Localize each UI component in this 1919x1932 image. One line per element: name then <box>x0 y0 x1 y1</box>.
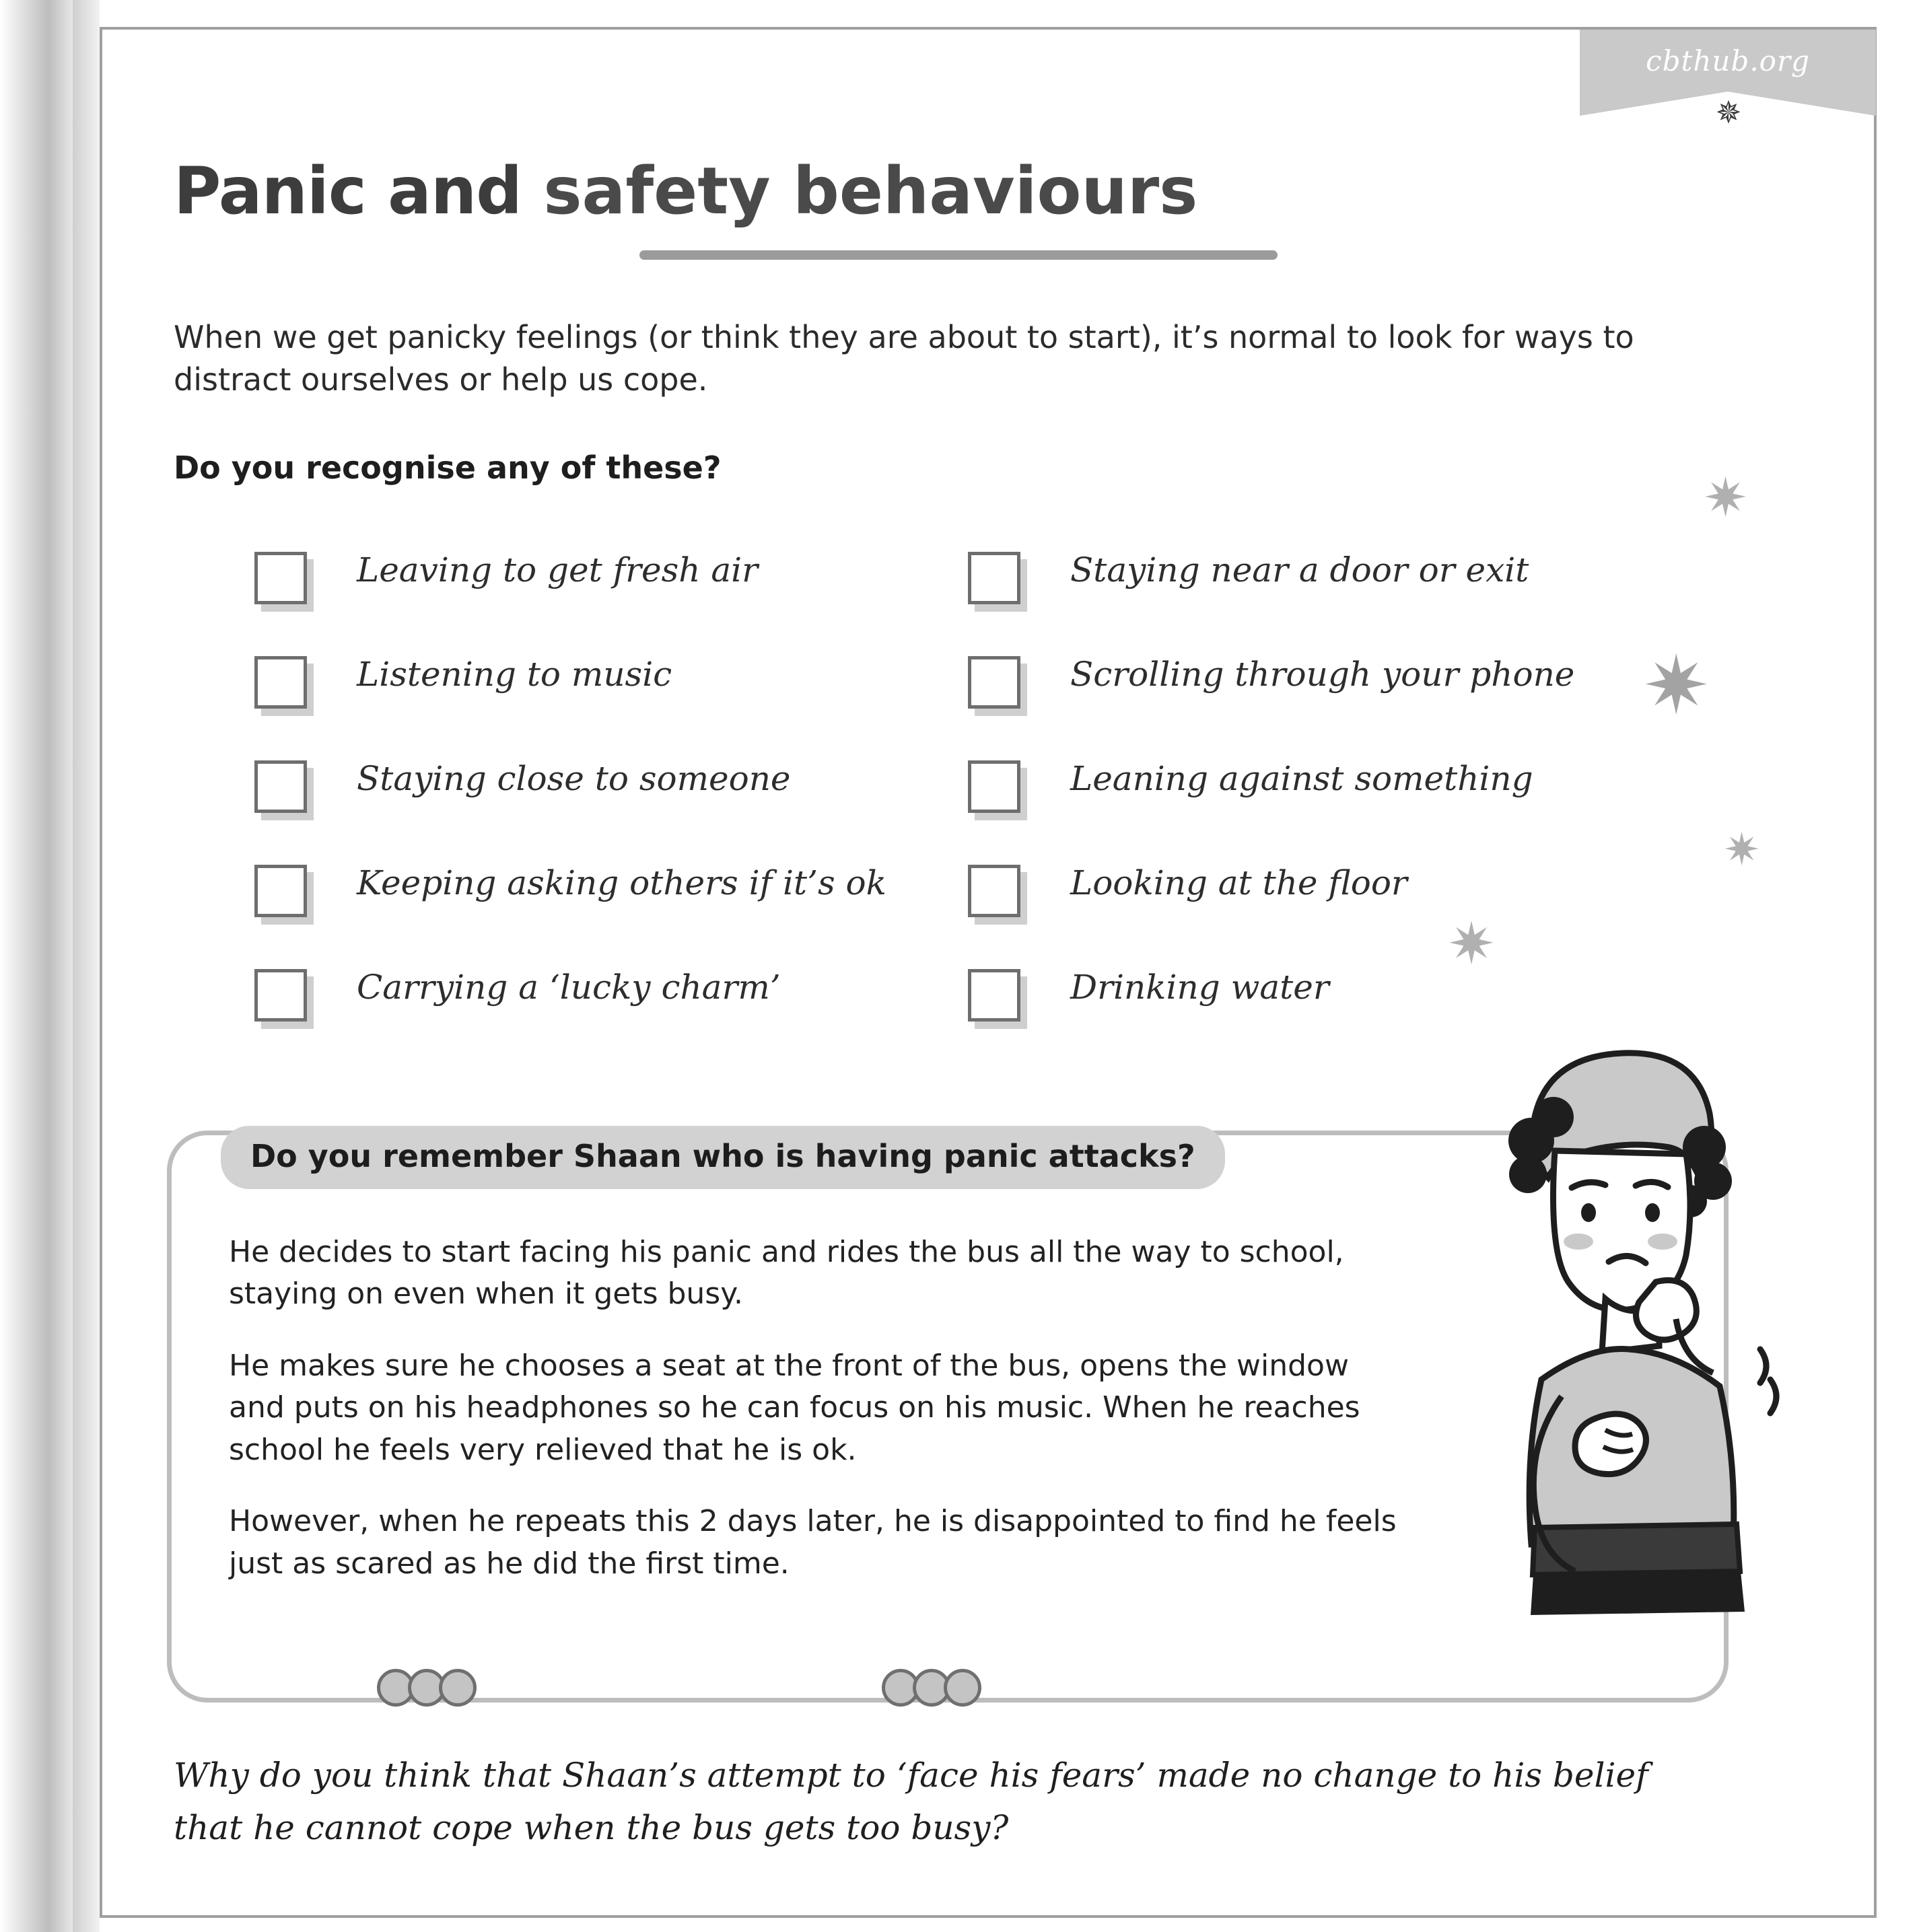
checklist-column-right <box>968 545 1654 1067</box>
checkbox[interactable] <box>968 656 1020 709</box>
brand-ribbon <box>1580 30 1876 131</box>
list-item[interactable] <box>968 858 1654 962</box>
list-item-label: Drinking water <box>1070 968 1329 1007</box>
list-item[interactable] <box>254 962 941 1067</box>
list-item[interactable] <box>968 545 1654 649</box>
list-item-label: Carrying a ‘lucky charm’ <box>357 968 781 1007</box>
list-item[interactable] <box>968 649 1654 754</box>
dot-icon <box>439 1669 477 1707</box>
checkbox[interactable] <box>254 865 307 917</box>
panel-dot-decoration <box>888 1669 981 1707</box>
story-paragraph-3: However, when he repeats this 2 days later, he is disappointed to find he feels just as scared as he did the first time. <box>229 1504 1397 1581</box>
checkbox[interactable] <box>968 760 1020 813</box>
star-burst-icon: ✵ <box>1715 94 1742 131</box>
list-item-label: Staying close to someone <box>357 759 791 798</box>
list-item[interactable] <box>254 754 941 858</box>
page-left-shadow-secondary <box>73 0 100 1932</box>
checkbox[interactable] <box>968 865 1020 917</box>
page-title-part1: Panic and <box>174 153 544 229</box>
story-paragraph-2: He makes sure he chooses a seat at the front of the bus, opens the window and puts on his headphones so he can focus on his music. When he reaches school he feels very relieved that he is ok. <box>229 1348 1360 1467</box>
panel-dot-decoration <box>384 1669 477 1707</box>
story-panel-body <box>229 1231 1400 1614</box>
intro-paragraph: When we get panicky feelings (or think they are about to start), it’s normal to look for ways to distract ourselves or help us cope. <box>174 319 1634 398</box>
reflection-question: Why do you think that Shaan’s attempt to ‘face his fears’ made no change to his belief that he cannot cope when the bus gets too busy? <box>174 1756 1648 1847</box>
sparkle-icon: ✷ <box>1642 639 1710 733</box>
title-underline <box>639 250 1278 260</box>
list-item[interactable] <box>254 649 941 754</box>
checkbox[interactable] <box>254 552 307 604</box>
story-paragraph-1: He decides to start facing his panic and rides the bus all the way to school, staying on even when it gets busy. <box>229 1235 1344 1312</box>
story-panel-header: Do you remember Shaan who is having panic attacks? <box>221 1126 1225 1189</box>
list-item[interactable] <box>254 858 941 962</box>
list-item-label: Listening to music <box>357 655 672 694</box>
sparkle-icon: ✷ <box>1723 824 1761 875</box>
list-item-label: Staying near a door or exit <box>1070 550 1529 589</box>
checkbox[interactable] <box>254 969 307 1022</box>
list-item-label: Looking at the floor <box>1070 863 1407 902</box>
checkbox[interactable] <box>968 552 1020 604</box>
worried-person-illustration <box>1454 1030 1790 1635</box>
list-item-label: Keeping asking others if it’s ok <box>357 863 886 902</box>
page-title <box>174 153 1197 229</box>
checkbox[interactable] <box>254 760 307 813</box>
ribbon-label: cbthub.org <box>1646 44 1810 77</box>
page-left-shadow <box>0 0 81 1932</box>
checklist-column-left <box>254 545 941 1067</box>
list-item[interactable] <box>254 545 941 649</box>
list-item-label: Leaving to get fresh air <box>357 550 759 589</box>
dot-icon <box>944 1669 981 1707</box>
list-item[interactable] <box>968 754 1654 858</box>
list-item-label: Leaning against something <box>1070 759 1533 798</box>
recognise-prompt: Do you recognise any of these? <box>174 450 722 486</box>
sparkle-icon: ✷ <box>1703 466 1749 529</box>
checkbox[interactable] <box>968 969 1020 1022</box>
list-item-label: Scrolling through your phone <box>1070 655 1575 694</box>
sparkle-icon: ✷ <box>1447 910 1496 978</box>
checkbox[interactable] <box>254 656 307 709</box>
page-title-part2: safety behaviours <box>543 153 1198 229</box>
